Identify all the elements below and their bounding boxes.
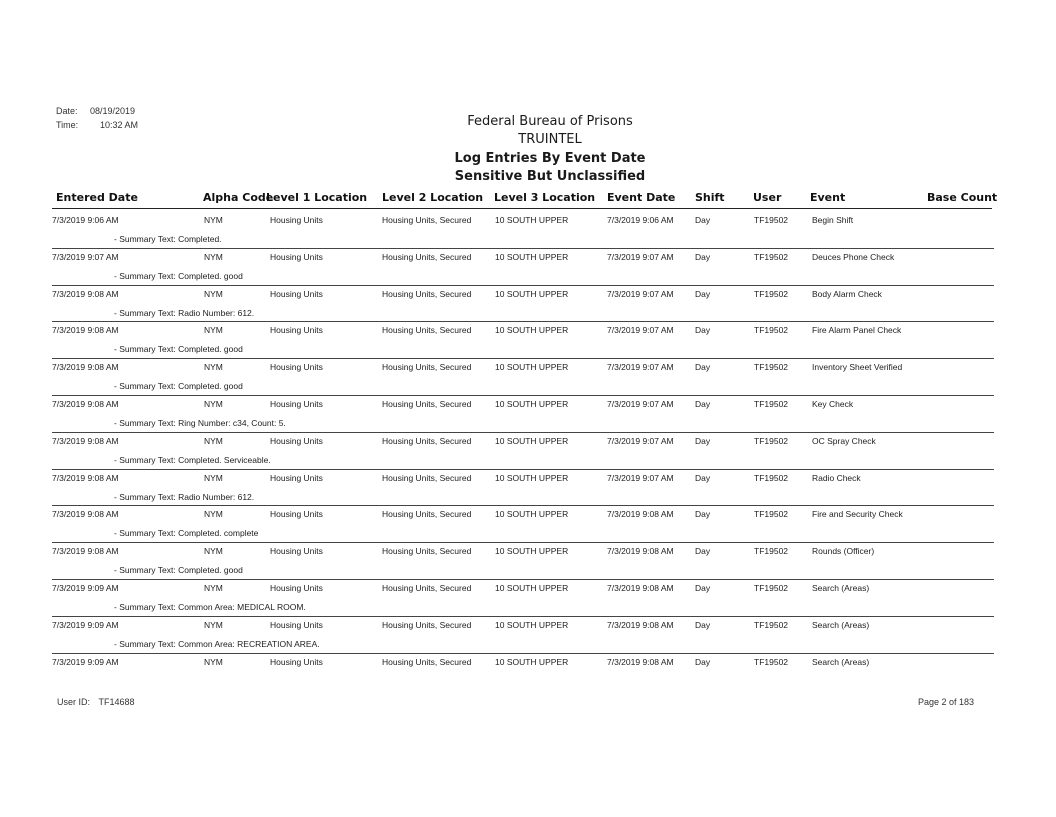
cell-alpha-code: NYM <box>204 362 223 373</box>
cell-event: Key Check <box>812 399 854 409</box>
report-meta <box>56 106 186 136</box>
cell-alpha-code: NYM <box>204 288 223 299</box>
cell-user: TF19502 <box>754 325 789 336</box>
cell-event-date: 7/3/2019 9:08 AM <box>607 619 674 630</box>
cell-level2-location: Housing Units, Secured <box>382 399 472 409</box>
date-label: Date: <box>56 106 78 116</box>
cell-shift: Day <box>695 251 711 262</box>
cell-alpha-code: NYM <box>204 215 223 225</box>
row-separator <box>52 395 994 396</box>
cell-level1-location: Housing Units <box>270 251 323 262</box>
cell-alpha-code: NYM <box>204 472 223 483</box>
cell-user: TF19502 <box>754 215 789 225</box>
cell-level2-location: Housing Units, Secured <box>382 583 472 593</box>
cell-event: Begin Shift <box>812 215 854 225</box>
cell-level3-location: 10 SOUTH UPPER <box>495 546 569 557</box>
cell-entered-date: 7/3/2019 9:09 AM <box>52 656 119 667</box>
cell-level3-location: 10 SOUTH UPPER <box>495 325 569 336</box>
row-separator <box>52 616 994 617</box>
summary-text: - Summary Text: Common Area: MEDICAL ROOM. <box>114 602 306 612</box>
footer-user-id-value: TF14688 <box>98 697 135 707</box>
cell-shift: Day <box>695 472 711 483</box>
cell-alpha-code: NYM <box>204 399 223 409</box>
cell-user: TF19502 <box>754 362 789 373</box>
report-title: Log Entries By Event Date <box>454 151 646 166</box>
cell-level1-location: Housing Units <box>270 583 323 593</box>
cell-shift: Day <box>695 509 711 520</box>
table-row <box>52 472 1052 509</box>
cell-level3-location: 10 SOUTH UPPER <box>495 288 569 299</box>
row-separator <box>52 542 994 543</box>
col-header-shift: Shift <box>695 191 725 204</box>
cell-entered-date: 7/3/2019 9:09 AM <box>52 619 119 630</box>
cell-shift: Day <box>695 583 711 593</box>
summary-text: - Summary Text: Completed. Serviceable. <box>114 454 271 465</box>
cell-event: Deuces Phone Check <box>812 251 895 262</box>
cell-level3-location: 10 SOUTH UPPER <box>495 362 569 373</box>
row-separator <box>52 321 994 322</box>
cell-user: TF19502 <box>754 546 789 557</box>
cell-event-date: 7/3/2019 9:08 AM <box>607 656 674 667</box>
header-rule <box>52 208 992 209</box>
cell-level3-location: 10 SOUTH UPPER <box>495 619 569 630</box>
cell-level2-location: Housing Units, Secured <box>382 619 472 630</box>
cell-level2-location: Housing Units, Secured <box>382 509 472 520</box>
cell-level1-location: Housing Units <box>270 546 323 557</box>
cell-event: Search (Areas) <box>812 583 870 593</box>
date-row <box>56 106 186 118</box>
cell-alpha-code: NYM <box>204 435 223 446</box>
cell-event-date: 7/3/2019 9:07 AM <box>607 472 674 483</box>
cell-entered-date: 7/3/2019 9:07 AM <box>52 251 119 262</box>
cell-entered-date: 7/3/2019 9:08 AM <box>52 399 119 409</box>
cell-event: Fire Alarm Panel Check <box>812 325 902 336</box>
cell-level3-location: 10 SOUTH UPPER <box>495 399 569 409</box>
table-row <box>52 545 1052 582</box>
cell-level3-location: 10 SOUTH UPPER <box>495 251 569 262</box>
cell-entered-date: 7/3/2019 9:08 AM <box>52 546 119 557</box>
page-number: Page 2 of 183 <box>918 697 975 707</box>
summary-text: - Summary Text: Radio Number: 612. <box>114 491 255 502</box>
cell-event-date: 7/3/2019 9:07 AM <box>607 288 674 299</box>
table-row <box>52 656 1052 693</box>
cell-shift: Day <box>695 546 711 557</box>
cell-level3-location: 10 SOUTH UPPER <box>495 656 569 667</box>
cell-shift: Day <box>695 656 711 667</box>
cell-event: Body Alarm Check <box>812 288 882 299</box>
summary-text: - Summary Text: Completed. good <box>114 344 243 355</box>
cell-shift: Day <box>695 362 711 373</box>
cell-level2-location: Housing Units, Secured <box>382 435 472 446</box>
cell-event: Radio Check <box>812 472 861 483</box>
cell-event: Search (Areas) <box>812 656 870 667</box>
cell-entered-date: 7/3/2019 9:08 AM <box>52 362 119 373</box>
cell-level1-location: Housing Units <box>270 288 323 299</box>
cell-alpha-code: NYM <box>204 509 223 520</box>
cell-shift: Day <box>695 215 711 225</box>
cell-entered-date: 7/3/2019 9:06 AM <box>52 215 119 225</box>
col-header-level2-location: Level 2 Location <box>382 191 484 204</box>
summary-text: - Summary Text: Completed. good <box>114 565 243 576</box>
cell-level3-location: 10 SOUTH UPPER <box>495 583 569 593</box>
cell-level1-location: Housing Units <box>270 619 323 630</box>
cell-alpha-code: NYM <box>204 656 223 667</box>
cell-level1-location: Housing Units <box>270 325 323 336</box>
cell-event-date: 7/3/2019 9:08 AM <box>607 583 674 593</box>
cell-shift: Day <box>695 435 711 446</box>
cell-level2-location: Housing Units, Secured <box>382 472 472 483</box>
cell-level2-location: Housing Units, Secured <box>382 546 472 557</box>
cell-user: TF19502 <box>754 251 789 262</box>
time-value: 10:32 AM <box>100 120 139 130</box>
table-row <box>52 508 1052 545</box>
cell-user: TF19502 <box>754 656 789 667</box>
cell-user: TF19502 <box>754 509 789 520</box>
time-row <box>56 120 186 132</box>
cell-alpha-code: NYM <box>204 619 223 630</box>
col-header-event: Event <box>810 191 846 204</box>
cell-user: TF19502 <box>754 435 789 446</box>
col-header-level1-location: Level 1 Location <box>266 191 368 204</box>
cell-level2-location: Housing Units, Secured <box>382 251 472 262</box>
summary-text: - Summary Text: Completed. <box>114 234 222 244</box>
row-separator <box>52 285 994 286</box>
row-separator <box>52 653 994 654</box>
agency-title: Federal Bureau of Prisons <box>467 114 633 129</box>
cell-alpha-code: NYM <box>204 325 223 336</box>
cell-event-date: 7/3/2019 9:07 AM <box>607 251 674 262</box>
cell-level2-location: Housing Units, Secured <box>382 656 472 667</box>
cell-level1-location: Housing Units <box>270 472 323 483</box>
table-row <box>52 214 1052 251</box>
table-row <box>52 361 1052 398</box>
cell-level1-location: Housing Units <box>270 215 323 225</box>
col-header-base-count: Base Count <box>927 191 998 204</box>
cell-event: Rounds (Officer) <box>812 546 875 557</box>
report-title-block <box>300 114 800 184</box>
col-header-level3-location: Level 3 Location <box>494 191 596 204</box>
cell-level2-location: Housing Units, Secured <box>382 215 472 225</box>
row-separator <box>52 358 994 359</box>
table-row <box>52 324 1052 361</box>
cell-user: TF19502 <box>754 399 789 409</box>
cell-entered-date: 7/3/2019 9:08 AM <box>52 509 119 520</box>
cell-level1-location: Housing Units <box>270 656 323 667</box>
summary-text: - Summary Text: Ring Number: c34, Count: 5. <box>114 418 286 428</box>
summary-text: - Summary Text: Completed. complete <box>114 528 259 539</box>
cell-level1-location: Housing Units <box>270 509 323 520</box>
col-header-entered-date: Entered Date <box>56 191 138 204</box>
row-separator <box>52 505 994 506</box>
cell-event-date: 7/3/2019 9:07 AM <box>607 325 674 336</box>
table-row <box>52 435 1052 472</box>
cell-entered-date: 7/3/2019 9:08 AM <box>52 325 119 336</box>
time-label: Time: <box>56 120 79 130</box>
table-row <box>52 288 1052 325</box>
col-header-event-date: Event Date <box>607 191 676 204</box>
cell-event-date: 7/3/2019 9:08 AM <box>607 509 674 520</box>
cell-event: Search (Areas) <box>812 619 870 630</box>
col-header-alpha-code: Alpha Code <box>203 191 274 204</box>
row-separator <box>52 469 994 470</box>
cell-user: TF19502 <box>754 288 789 299</box>
cell-shift: Day <box>695 325 711 336</box>
cell-user: TF19502 <box>754 619 789 630</box>
system-title: TRUINTEL <box>518 132 582 147</box>
cell-level2-location: Housing Units, Secured <box>382 325 472 336</box>
cell-level3-location: 10 SOUTH UPPER <box>495 435 569 446</box>
cell-level1-location: Housing Units <box>270 435 323 446</box>
cell-event-date: 7/3/2019 9:07 AM <box>607 362 674 373</box>
row-separator <box>52 432 994 433</box>
cell-event-date: 7/3/2019 9:07 AM <box>607 435 674 446</box>
cell-level3-location: 10 SOUTH UPPER <box>495 509 569 520</box>
cell-shift: Day <box>695 399 711 409</box>
cell-level3-location: 10 SOUTH UPPER <box>495 472 569 483</box>
table-row <box>52 582 1052 619</box>
summary-text: - Summary Text: Common Area: RECREATION AREA. <box>114 638 320 649</box>
cell-level3-location: 10 SOUTH UPPER <box>495 215 569 225</box>
cell-level2-location: Housing Units, Secured <box>382 362 472 373</box>
cell-level1-location: Housing Units <box>270 399 323 409</box>
cell-entered-date: 7/3/2019 9:09 AM <box>52 583 119 593</box>
summary-text: - Summary Text: Completed. good <box>114 381 243 392</box>
cell-entered-date: 7/3/2019 9:08 AM <box>52 472 119 483</box>
cell-entered-date: 7/3/2019 9:08 AM <box>52 288 119 299</box>
cell-alpha-code: NYM <box>204 583 223 593</box>
cell-user: TF19502 <box>754 472 789 483</box>
classification-title: Sensitive But Unclassified <box>454 169 646 184</box>
row-separator <box>52 248 994 249</box>
cell-alpha-code: NYM <box>204 251 223 262</box>
footer-user-id <box>57 697 135 707</box>
row-separator <box>52 579 994 580</box>
cell-level2-location: Housing Units, Secured <box>382 288 472 299</box>
cell-event-date: 7/3/2019 9:07 AM <box>607 399 674 409</box>
table-row <box>52 619 1052 656</box>
cell-event-date: 7/3/2019 9:08 AM <box>607 546 674 557</box>
summary-text: - Summary Text: Completed. good <box>114 270 243 281</box>
cell-entered-date: 7/3/2019 9:08 AM <box>52 435 119 446</box>
table-row <box>52 398 1052 435</box>
table-row <box>52 251 1052 288</box>
cell-shift: Day <box>695 619 711 630</box>
cell-event: Inventory Sheet Verified <box>812 362 903 373</box>
cell-event: Fire and Security Check <box>812 509 903 520</box>
cell-level1-location: Housing Units <box>270 362 323 373</box>
cell-user: TF19502 <box>754 583 789 593</box>
cell-event-date: 7/3/2019 9:06 AM <box>607 215 674 225</box>
date-value: 08/19/2019 <box>90 106 136 116</box>
summary-text: - Summary Text: Radio Number: 612. <box>114 307 255 318</box>
cell-alpha-code: NYM <box>204 546 223 557</box>
col-header-user: User <box>753 191 782 204</box>
footer-user-id-label: User ID: <box>57 697 91 707</box>
cell-event: OC Spray Check <box>812 435 876 446</box>
cell-shift: Day <box>695 288 711 299</box>
